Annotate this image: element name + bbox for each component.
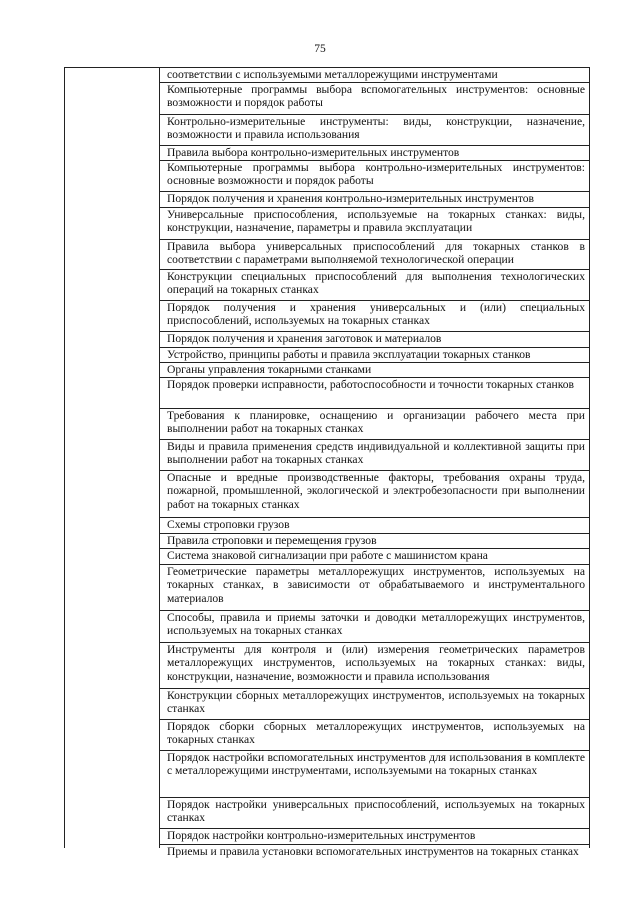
- table-row: Порядок получения и хранения универсальных и (или) специальных приспособлений, используемых на токарных станках: [160, 300, 589, 331]
- table-right-column: [159, 67, 590, 858]
- table-row: Порядок настройки вспомогательных инструментов для использования в комплекте с металлорежущими инструментами, используемыми на токарных станках: [160, 750, 589, 797]
- table-row: Правила строповки и перемещения грузов: [160, 533, 589, 548]
- table-row: Компьютерные программы выбора контрольно-измерительных инструментов: основные возможности и порядок работы: [160, 160, 589, 191]
- table-row: Виды и правила применения средств индивидуальной и коллективной защиты при выполнении работ на токарных станках: [160, 439, 589, 470]
- table-row: Порядок настройки универсальных приспособлений, используемых на токарных станках: [160, 797, 589, 828]
- table-row: Конструкции специальных приспособлений для выполнения технологических операций на токарных станках: [160, 269, 589, 300]
- table-row: Схемы строповки грузов: [160, 517, 589, 533]
- table-row: Способы, правила и приемы заточки и доводки металлорежущих инструментов, используемых на токарных станках: [160, 610, 589, 642]
- table-row: Конструкции сборных металлорежущих инструментов, используемых на токарных станках: [160, 688, 589, 719]
- table-row: Требования к планировке, оснащению и организации рабочего места при выполнении работ на токарных станках: [160, 408, 589, 439]
- table-row: Контрольно-измерительные инструменты: виды, конструкции, назначение, возможности и правила использования: [160, 114, 589, 145]
- table-row: Порядок настройки контрольно-измерительных инструментов: [160, 828, 589, 844]
- table-row: Универсальные приспособления, используемые на токарных станках: виды, конструкции, назначение, параметры и правила эксплуатации: [160, 207, 589, 239]
- table-row: соответствии с используемыми металлорежущими инструментами: [160, 67, 589, 82]
- table-row: Порядок получения и хранения контрольно-измерительных инструментов: [160, 191, 589, 207]
- table-row: Порядок сборки сборных металлорежущих инструментов, используемых на токарных станках: [160, 719, 589, 750]
- table-row: Система знаковой сигнализации при работе с машинистом крана: [160, 548, 589, 564]
- knowledge-requirements-table: [64, 67, 594, 858]
- table-row: Органы управления токарными станками: [160, 362, 589, 377]
- table-row: Правила выбора контрольно-измерительных инструментов: [160, 145, 589, 160]
- table-row: Устройство, принципы работы и правила эксплуатации токарных станков: [160, 347, 589, 362]
- table-row: Инструменты для контроля и (или) измерения геометрических параметров металлорежущих инструментов, используемых на токарных станках: виды, конструкции, назначение, возможности и правила использования: [160, 642, 589, 688]
- table-row: Порядок получения и хранения заготовок и материалов: [160, 331, 589, 347]
- table-row: Опасные и вредные производственные факторы, требования охраны труда, пожарной, промышленной, экологической и электробезопасности при выполнении работ на токарных станках: [160, 470, 589, 517]
- table-row: Компьютерные программы выбора вспомогательных инструментов: основные возможности и порядок работы: [160, 82, 589, 114]
- page-number: 75: [314, 43, 326, 55]
- table-row: Правила выбора универсальных приспособлений для токарных станков в соответствии с параметрами выполняемой технологической операции: [160, 239, 589, 269]
- table-row: Порядок проверки исправности, работоспособности и точности токарных станков: [160, 377, 589, 408]
- table-row: Приемы и правила установки вспомогательных инструментов на токарных станках: [160, 844, 589, 875]
- table-left-column: [64, 67, 159, 848]
- table-row: Геометрические параметры металлорежущих инструментов, используемых на токарных станках, в зависимости от обрабатываемого и инструментального материалов: [160, 564, 589, 610]
